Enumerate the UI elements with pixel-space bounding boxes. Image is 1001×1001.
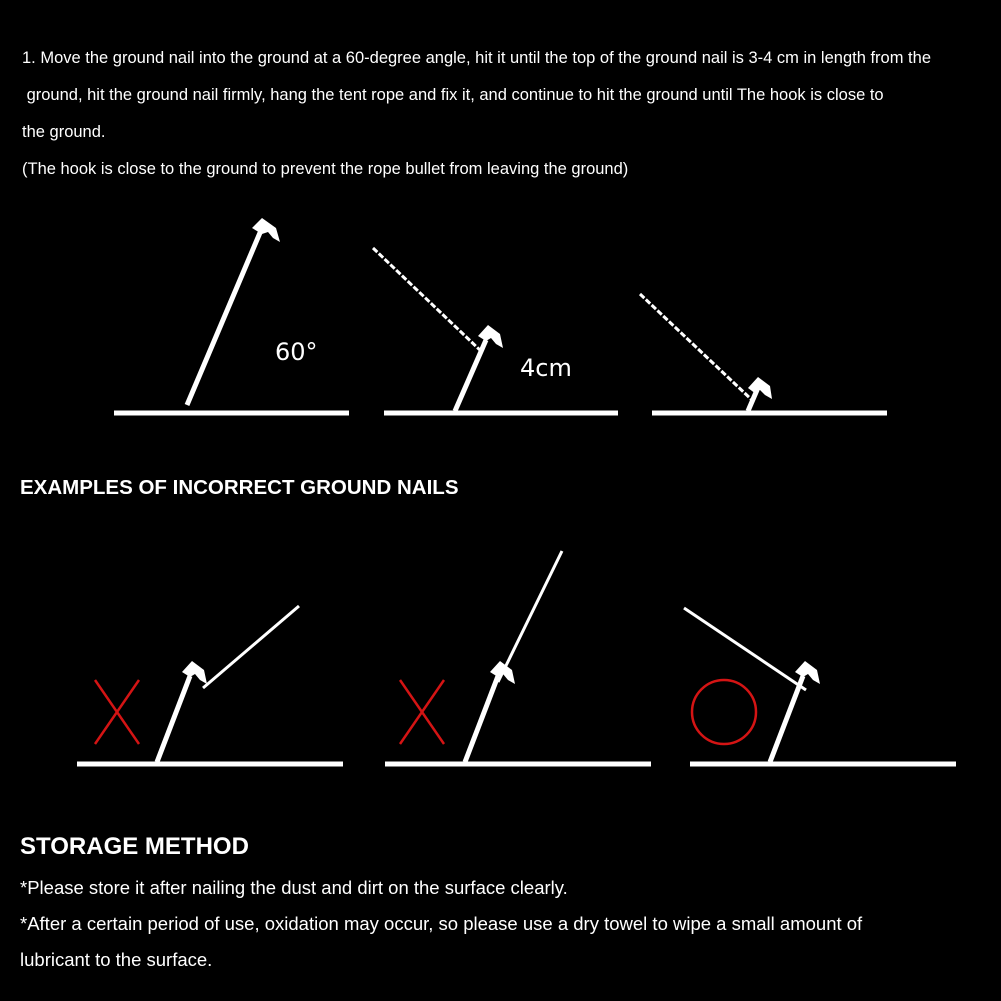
step-2-figure xyxy=(373,248,618,413)
tent-rope xyxy=(640,294,752,400)
incorrect-heading: EXAMPLES OF INCORRECT GROUND NAILS xyxy=(20,476,459,499)
storage-notes xyxy=(20,870,862,978)
example-3-figure xyxy=(684,608,956,764)
storage-line-1: *Please store it after nailing the dust and dirt on the surface clearly. xyxy=(20,877,568,898)
ground-nail xyxy=(157,676,190,762)
cross-mark-icon xyxy=(400,680,444,744)
angle-label: 60° xyxy=(275,338,318,366)
step-1-figure xyxy=(114,218,349,413)
storage-line-3: lubricant to the surface. xyxy=(20,949,213,970)
nail-hook-icon xyxy=(748,377,772,399)
intro-line-1: 1. Move the ground nail into the ground at a 60-degree angle, hit it until the top of the ground nail is 3-4 cm in length from the xyxy=(22,49,931,67)
length-label: 4cm xyxy=(520,354,572,382)
ground-nail xyxy=(770,676,803,762)
storage-heading: STORAGE METHOD xyxy=(20,833,249,860)
tent-rope xyxy=(373,248,482,352)
example-2-figure xyxy=(385,551,651,764)
intro-line-2: ground, hit the ground nail firmly, hang the tent rope and fix it, and continue to hit the ground until The hook is close to xyxy=(22,86,884,104)
intro-line-4: (The hook is close to the ground to prevent the rope bullet from leaving the ground) xyxy=(22,160,629,178)
cross-mark-icon xyxy=(95,680,139,744)
ground-nail xyxy=(187,228,262,405)
tent-rope xyxy=(498,551,562,682)
tent-rope xyxy=(203,606,299,688)
storage-line-2: *After a certain period of use, oxidation may occur, so please use a dry towel to wipe a small amount of xyxy=(20,913,863,934)
tent-rope xyxy=(684,608,806,690)
example-1-figure xyxy=(77,606,343,764)
circle-mark-icon xyxy=(692,680,756,744)
ground-nail xyxy=(465,676,498,762)
step-3-figure xyxy=(640,294,887,413)
intro-line-3: the ground. xyxy=(22,123,106,141)
